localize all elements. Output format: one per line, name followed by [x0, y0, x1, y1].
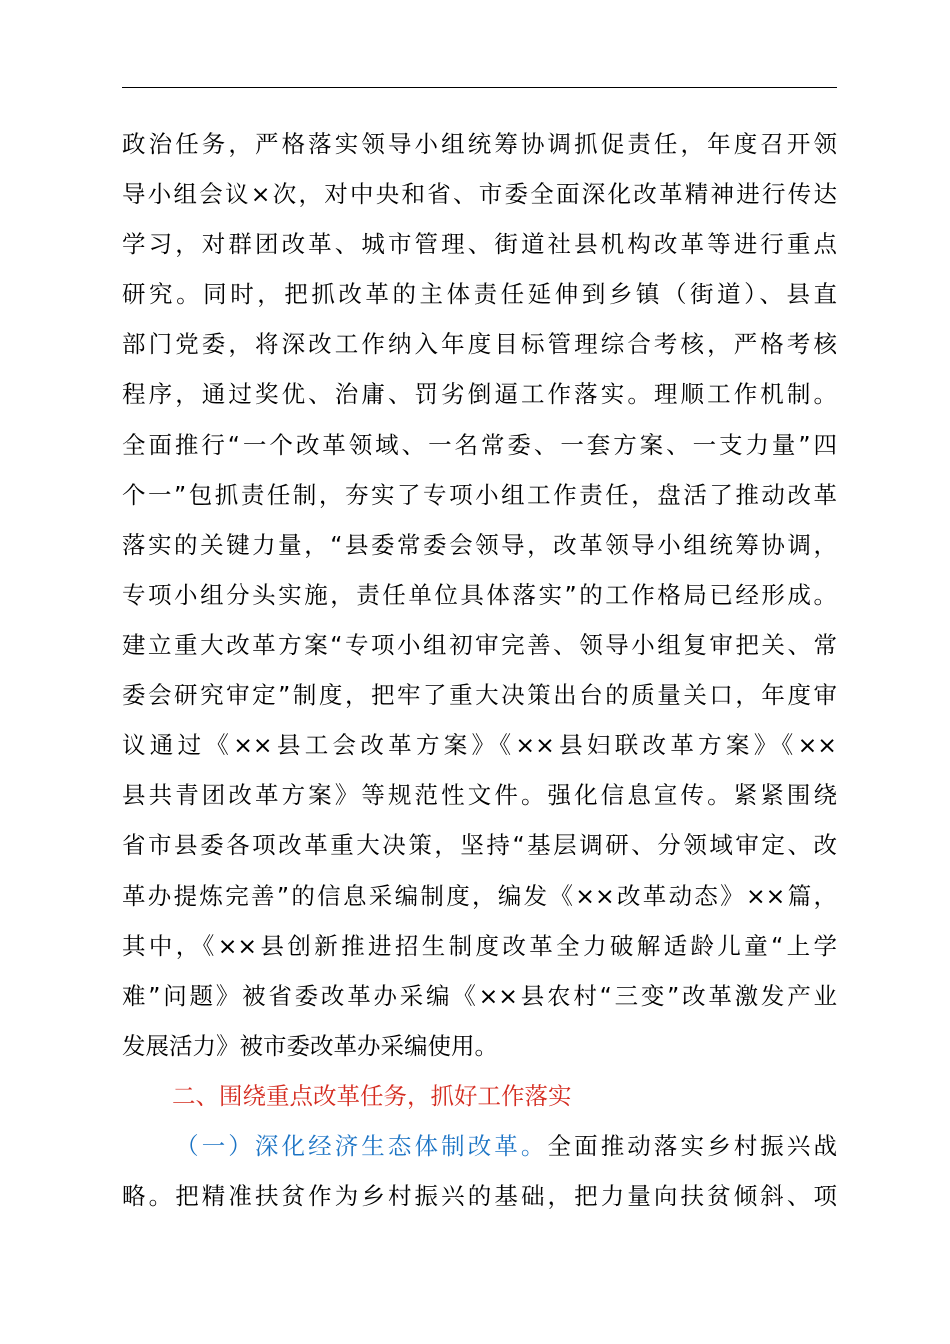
text-line: 导小组会议×次，对中央和省、市委全面深化改革精神进行传达 — [122, 180, 837, 208]
text-line: 个一”包抓责任制，夯实了专项小组工作责任，盘活了推动改革 — [122, 481, 837, 509]
text-line: 县共青团改革方案》等规范性文件。强化信息宣传。紧紧围绕 — [122, 781, 837, 809]
text-line: 革办提炼完善”的信息采编制度，编发《××改革动态》××篇， — [122, 882, 837, 910]
text-line: 省市县委各项改革重大决策，坚持“基层调研、分领域审定、改 — [122, 831, 837, 859]
subsection-first-line — [122, 1126, 837, 1166]
text-line: 政治任务，严格落实领导小组统筹协调抓促责任，年度召开领 — [122, 130, 837, 158]
text-line: 其中，《××县创新推进招生制度改革全力破解适龄儿童“上学 — [122, 932, 837, 960]
text-line: 难”问题》被省委改革办采编《××县农村“三变”改革激发产业 — [122, 982, 837, 1010]
subsection-title: （一）深化经济生态体制改革。 — [172, 1132, 548, 1160]
text-line: 全面推行“一个改革领域、一名常委、一套方案、一支力量”四 — [122, 431, 837, 459]
text-line: 部门党委，将深改工作纳入年度目标管理综合考核，严格考核 — [122, 330, 837, 358]
text-line: 建立重大改革方案“专项小组初审完善、领导小组复审把关、常 — [122, 631, 837, 659]
text-line: 发展活力》被市委改革办采编使用。 — [122, 1032, 498, 1060]
section-heading: 二、围绕重点改革任务，抓好工作落实 — [172, 1082, 572, 1110]
subsection-text: 全面推动落实乡村振兴战 — [547, 1132, 837, 1160]
text-line: 略。把精准扶贫作为乡村振兴的基础，把力量向扶贫倾斜、项 — [122, 1182, 837, 1210]
header-rule — [122, 87, 837, 88]
text-line: 学习，对群团改革、城市管理、街道社县机构改革等进行重点 — [122, 230, 837, 258]
text-line: 议通过《××县工会改革方案》《××县妇联改革方案》《×× — [122, 731, 837, 759]
text-line: 程序，通过奖优、治庸、罚劣倒逼工作落实。理顺工作机制。 — [122, 380, 837, 408]
text-line: 研究。同时，把抓改革的主体责任延伸到乡镇（街道）、县直 — [122, 280, 837, 308]
text-line: 委会研究审定”制度，把牢了重大决策出台的质量关口，年度审 — [122, 681, 837, 709]
text-line: 落实的关键力量，“县委常委会领导，改革领导小组统筹协调， — [122, 531, 837, 559]
text-line: 专项小组分头实施，责任单位具体落实”的工作格局已经形成。 — [122, 581, 837, 609]
